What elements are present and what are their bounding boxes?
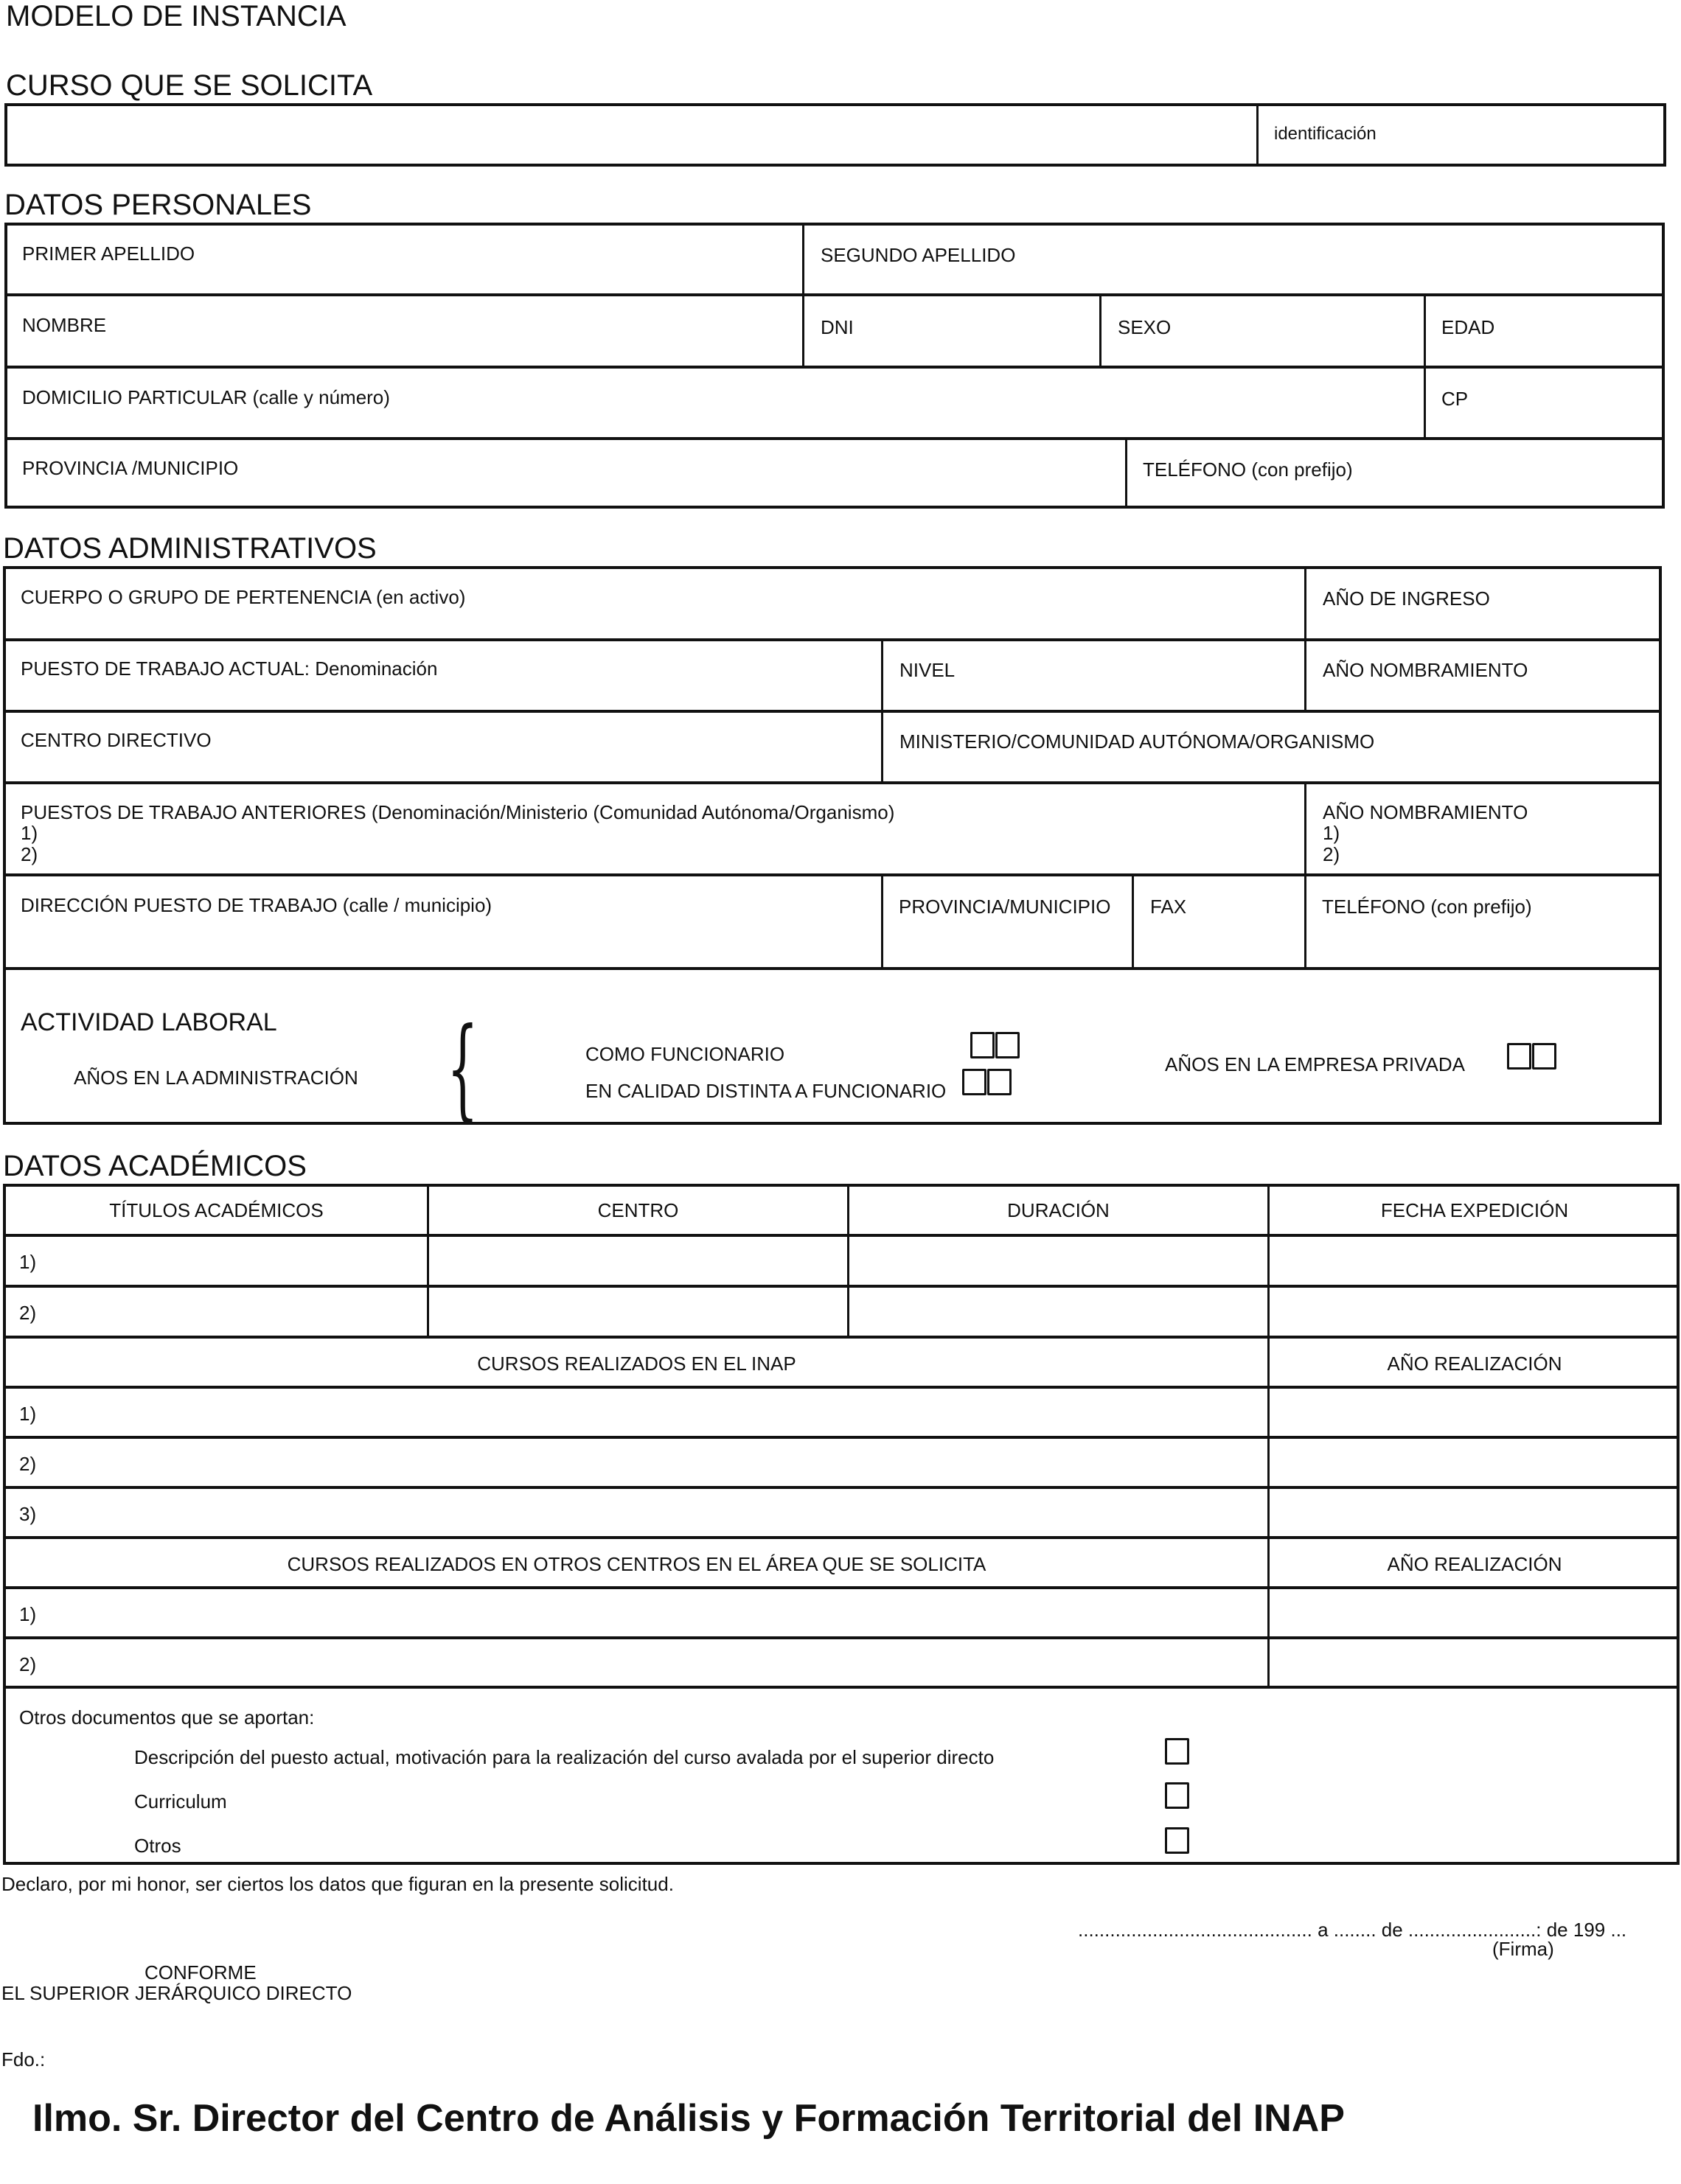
fax-label: FAX bbox=[1150, 896, 1187, 918]
edad-label: EDAD bbox=[1441, 316, 1495, 338]
inap-anio-2-input[interactable] bbox=[1270, 1439, 1677, 1485]
otros-curso-1-input[interactable] bbox=[44, 1589, 1266, 1635]
calidad-distinta-digit-1[interactable] bbox=[962, 1069, 986, 1095]
documento-descripcion-label: Descripción del puesto actual, motivación para la realización del curso avalada por el superior directo bbox=[134, 1746, 995, 1768]
divider bbox=[881, 875, 883, 969]
centro-1-input[interactable] bbox=[430, 1237, 846, 1283]
documento-curriculum-checkbox[interactable] bbox=[1165, 1782, 1189, 1809]
centro-directivo-label: CENTRO DIRECTIVO bbox=[21, 729, 212, 751]
centro-2-input[interactable] bbox=[430, 1288, 846, 1334]
col-header-centro: CENTRO bbox=[597, 1199, 679, 1221]
documento-curriculum-label: Curriculum bbox=[134, 1790, 227, 1813]
divider bbox=[3, 1336, 1680, 1339]
inap-anio-1-input[interactable] bbox=[1270, 1389, 1677, 1434]
dni-label: DNI bbox=[821, 316, 854, 338]
primer-apellido-label: PRIMER APELLIDO bbox=[22, 243, 195, 265]
actividad-laboral-heading: ACTIVIDAD LABORAL bbox=[21, 1008, 277, 1036]
curso-input[interactable] bbox=[7, 106, 1253, 164]
inap-row-1-number: 1) bbox=[19, 1403, 37, 1425]
brace-icon: { bbox=[447, 1005, 478, 1133]
otros-row-2-number: 2) bbox=[19, 1653, 37, 1675]
domicilio-input[interactable] bbox=[7, 369, 1421, 436]
segundo-apellido-input[interactable] bbox=[807, 226, 1662, 292]
puestos-anteriores-input[interactable] bbox=[52, 818, 1298, 870]
cp-label: CP bbox=[1441, 388, 1469, 410]
divider bbox=[1304, 783, 1306, 969]
fdo-label: Fdo.: bbox=[1, 2048, 46, 2070]
como-funcionario-digit-1[interactable] bbox=[970, 1032, 995, 1058]
anio-nombramiento-input[interactable] bbox=[1308, 641, 1659, 708]
divider bbox=[1256, 105, 1259, 165]
provincia-municipio-input[interactable] bbox=[885, 877, 1130, 966]
edad-input[interactable] bbox=[1427, 296, 1662, 364]
fax-input[interactable] bbox=[1135, 877, 1303, 966]
divider bbox=[3, 967, 1662, 970]
otros-centros-heading: CURSOS REALIZADOS EN OTROS CENTROS EN EL ÁREA QUE SE SOLICITA bbox=[287, 1553, 986, 1575]
documento-descripcion-checkbox[interactable] bbox=[1165, 1738, 1189, 1765]
anios-administracion-label: AÑOS EN LA ADMINISTRACIÓN bbox=[74, 1067, 358, 1089]
ministerio-input[interactable] bbox=[885, 713, 1659, 780]
dni-input[interactable] bbox=[807, 296, 1098, 364]
anio-nombramiento-item-1: 1) bbox=[1323, 822, 1340, 844]
otros-row-1-number: 1) bbox=[19, 1603, 37, 1625]
duracion-2-input[interactable] bbox=[850, 1288, 1266, 1334]
nivel-label: NIVEL bbox=[899, 659, 956, 681]
section-heading-curso: CURSO QUE SE SOLICITA bbox=[6, 69, 373, 102]
inap-row-2-number: 2) bbox=[19, 1453, 37, 1475]
sexo-label: SEXO bbox=[1118, 316, 1172, 338]
nivel-input[interactable] bbox=[885, 641, 1303, 708]
puesto-actual-label: PUESTO DE TRABAJO ACTUAL: Denominación bbox=[21, 657, 438, 680]
anio-nombramiento-anteriores-input[interactable] bbox=[1349, 818, 1659, 870]
anio-nombramiento-anteriores-label: AÑO NOMBRAMIENTO bbox=[1323, 801, 1528, 823]
col-header-fecha-expedicion: FECHA EXPEDICIÓN bbox=[1380, 1199, 1569, 1221]
domicilio-label: DOMICILIO PARTICULAR (calle y número) bbox=[22, 386, 390, 408]
divider bbox=[881, 638, 883, 783]
titulo-1-input[interactable] bbox=[44, 1237, 425, 1283]
otros-anio-2-input[interactable] bbox=[1270, 1639, 1677, 1684]
superior-jerarquico-label: EL SUPERIOR JERÁRQUICO DIRECTO bbox=[1, 1982, 352, 2004]
section-heading-administrativos: DATOS ADMINISTRATIVOS bbox=[3, 532, 377, 565]
como-funcionario-label: COMO FUNCIONARIO bbox=[585, 1043, 785, 1065]
anio-ingreso-label: AÑO DE INGRESO bbox=[1323, 587, 1490, 610]
divider bbox=[1125, 439, 1127, 509]
anio-ingreso-input[interactable] bbox=[1308, 569, 1659, 637]
inap-anio-realizacion-heading: AÑO REALIZACIÓN bbox=[1387, 1353, 1562, 1375]
provincia-label: PROVINCIA /MUNICIPIO bbox=[22, 457, 239, 479]
divider bbox=[3, 781, 1662, 784]
titulos-row-1-number: 1) bbox=[19, 1251, 37, 1273]
divider bbox=[802, 223, 804, 367]
documento-otros-label: Otros bbox=[134, 1835, 181, 1857]
como-funcionario-digit-2[interactable] bbox=[995, 1032, 1020, 1058]
firma-label: (Firma) bbox=[1492, 1938, 1554, 1960]
primer-apellido-input[interactable] bbox=[7, 226, 801, 292]
lugar-fecha-line[interactable]: ............................................ a ........ de ........................: de 199 ... bbox=[1078, 1919, 1627, 1941]
divider bbox=[3, 1536, 1680, 1539]
section-heading-academicos: DATOS ACADÉMICOS bbox=[3, 1150, 307, 1182]
anio-nombramiento-item-2: 2) bbox=[1323, 843, 1340, 865]
divider bbox=[1132, 875, 1134, 969]
cp-input[interactable] bbox=[1427, 369, 1662, 436]
anio-nombramiento-label: AÑO NOMBRAMIENTO bbox=[1323, 659, 1528, 681]
empresa-privada-digit-2[interactable] bbox=[1532, 1043, 1556, 1070]
cuerpo-input[interactable] bbox=[6, 569, 1303, 637]
nombre-input[interactable] bbox=[7, 296, 801, 364]
col-header-duracion: DURACIÓN bbox=[1007, 1199, 1110, 1221]
titulos-row-2-number: 2) bbox=[19, 1302, 37, 1324]
sexo-input[interactable] bbox=[1103, 296, 1422, 364]
duracion-1-input[interactable] bbox=[850, 1237, 1266, 1283]
divider bbox=[1424, 295, 1426, 439]
empresa-privada-digit-1[interactable] bbox=[1507, 1043, 1531, 1070]
otros-anio-realizacion-heading: AÑO REALIZACIÓN bbox=[1387, 1553, 1562, 1575]
fecha-expedicion-2-input[interactable] bbox=[1270, 1288, 1677, 1334]
inap-curso-2-input[interactable] bbox=[44, 1439, 1266, 1485]
telefono-trabajo-label: TELÉFONO (con prefijo) bbox=[1322, 896, 1532, 918]
identificacion-label: identificación bbox=[1274, 124, 1377, 144]
titulo-2-input[interactable] bbox=[44, 1288, 425, 1334]
otros-curso-2-input[interactable] bbox=[44, 1639, 1266, 1684]
fdo-signature-field[interactable] bbox=[44, 2043, 560, 2073]
divider bbox=[3, 1686, 1680, 1689]
puestos-anteriores-label: PUESTOS DE TRABAJO ANTERIORES (Denominación/Ministerio (Comunidad Autónoma/Organismo) bbox=[21, 801, 895, 823]
divider bbox=[1304, 566, 1306, 711]
identificacion-input[interactable] bbox=[1259, 106, 1663, 164]
telefono-label: TELÉFONO (con prefijo) bbox=[1143, 458, 1353, 481]
calidad-distinta-digit-2[interactable] bbox=[987, 1069, 1012, 1095]
document-title: MODELO DE INSTANCIA bbox=[6, 0, 347, 32]
telefono-trabajo-input[interactable] bbox=[1308, 877, 1659, 966]
nombre-label: NOMBRE bbox=[22, 314, 107, 336]
conforme-label: CONFORME bbox=[145, 1961, 257, 1984]
destinatario-heading: Ilmo. Sr. Director del Centro de Análisis y Formación Territorial del INAP bbox=[32, 2097, 1345, 2140]
divider bbox=[1099, 295, 1101, 367]
empresa-privada-label: AÑOS EN LA EMPRESA PRIVADA bbox=[1165, 1053, 1465, 1075]
segundo-apellido-label: SEGUNDO APELLIDO bbox=[821, 244, 1016, 266]
direccion-puesto-input[interactable] bbox=[6, 877, 880, 966]
puestos-anteriores-item-2: 2) bbox=[21, 843, 38, 865]
centro-directivo-input[interactable] bbox=[6, 713, 880, 780]
divider bbox=[3, 873, 1662, 876]
ministerio-label: MINISTERIO/COMUNIDAD AUTÓNOMA/ORGANISMO bbox=[899, 730, 1375, 753]
declaracion-text: Declaro, por mi honor, ser ciertos los datos que figuran en la presente solicitud. bbox=[1, 1873, 674, 1895]
documento-otros-checkbox[interactable] bbox=[1165, 1827, 1189, 1854]
puestos-anteriores-item-1: 1) bbox=[21, 822, 38, 844]
inap-row-3-number: 3) bbox=[19, 1503, 37, 1525]
inap-curso-3-input[interactable] bbox=[44, 1489, 1266, 1535]
provincia-municipio-label: PROVINCIA/MUNICIPIO bbox=[899, 896, 1111, 918]
otros-anio-1-input[interactable] bbox=[1270, 1589, 1677, 1635]
fecha-expedicion-1-input[interactable] bbox=[1270, 1237, 1677, 1283]
otros-documentos-heading: Otros documentos que se aportan: bbox=[19, 1706, 315, 1728]
divider bbox=[1267, 1184, 1270, 1687]
inap-courses-heading: CURSOS REALIZADOS EN EL INAP bbox=[477, 1353, 796, 1375]
inap-curso-1-input[interactable] bbox=[44, 1389, 1266, 1434]
telefono-input[interactable] bbox=[1129, 440, 1662, 506]
calidad-distinta-label: EN CALIDAD DISTINTA A FUNCIONARIO bbox=[585, 1080, 947, 1102]
col-header-titulos: TÍTULOS ACADÉMICOS bbox=[109, 1199, 324, 1221]
inap-anio-3-input[interactable] bbox=[1270, 1489, 1677, 1535]
direccion-puesto-label: DIRECCIÓN PUESTO DE TRABAJO (calle / municipio) bbox=[21, 894, 493, 916]
puesto-actual-input[interactable] bbox=[6, 641, 880, 708]
section-heading-personales: DATOS PERSONALES bbox=[4, 189, 312, 221]
provincia-input[interactable] bbox=[7, 440, 1124, 506]
cuerpo-label: CUERPO O GRUPO DE PERTENENCIA (en activo) bbox=[21, 586, 466, 608]
